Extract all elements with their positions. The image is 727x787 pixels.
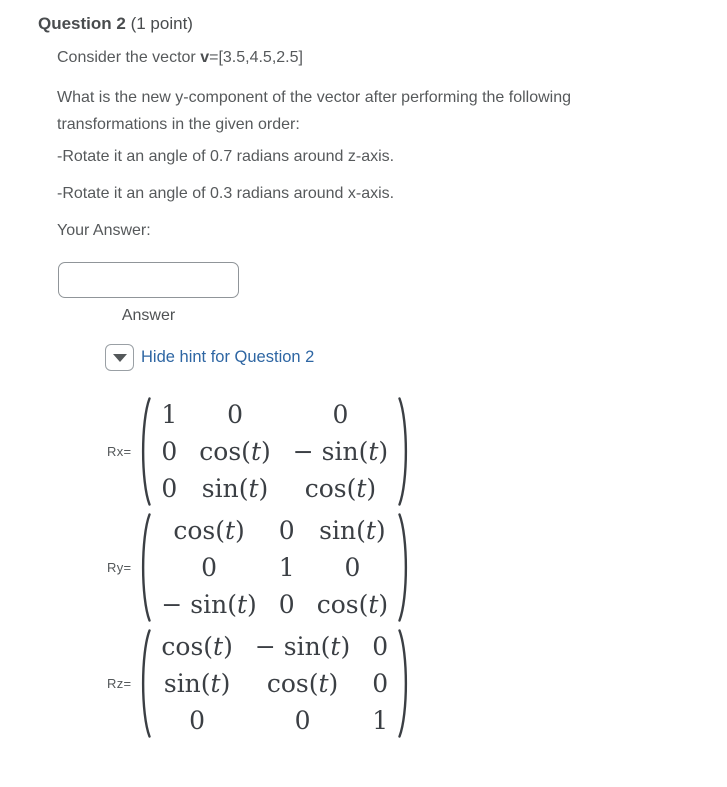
matrix-label-rx: Rx= [107, 444, 132, 459]
matrix-cell: 0 [201, 553, 218, 582]
matrix-cell: 1 [372, 706, 389, 735]
answer-area [57, 262, 727, 325]
matrix-cell: cos(t) [316, 590, 389, 619]
question-prompt: What is the new y-component of the vector after performing the following transformations in the given order: [57, 89, 572, 133]
matrix-grid [152, 396, 397, 507]
matrix-cell: 0 [189, 706, 206, 735]
matrix-cell: sin(t) [163, 669, 231, 698]
matrix-cell: 0 [372, 669, 389, 698]
matrix-cell: cos(t) [173, 516, 245, 545]
rotation-matrix-rz [107, 627, 727, 740]
matrix-cell: sin(t) [201, 474, 269, 503]
matrix-cell: cos(t) [199, 437, 271, 466]
transform-step-2: -Rotate it an angle of 0.3 radians around x-axis. [57, 185, 395, 202]
matrix-left-paren [137, 627, 152, 740]
matrix-left-paren [137, 395, 152, 508]
matrix-right-paren [397, 627, 412, 740]
answer-input[interactable] [58, 262, 239, 298]
matrix-cell: − sin(t) [161, 590, 257, 619]
transform-step-1: -Rotate it an angle of 0.7 radians around z-axis. [57, 148, 395, 165]
matrix-cell: cos(t) [161, 632, 233, 661]
matrix-section [57, 395, 727, 740]
matrix-cell: 0 [372, 632, 389, 661]
matrix-left-paren [137, 511, 152, 624]
matrix-cell: 0 [344, 553, 361, 582]
vector-statement-prefix: Consider the vector [57, 49, 201, 66]
matrix-grid [152, 628, 397, 739]
matrix-cell: 0 [161, 474, 178, 503]
answer-input-caption: Answer [121, 307, 176, 324]
matrix-cell: 0 [278, 590, 295, 619]
matrix-right-paren [397, 511, 412, 624]
matrix-cell: − sin(t) [254, 632, 351, 661]
matrix-cell: 0 [294, 706, 311, 735]
question-points: (1 point) [130, 14, 193, 33]
matrix-cell: 1 [161, 400, 178, 429]
hint-toggle-button[interactable] [105, 344, 134, 371]
question-title: Question 2 [38, 14, 126, 33]
matrix-rz [137, 627, 412, 740]
vector-statement [57, 48, 727, 68]
question-header [38, 14, 727, 34]
matrix-cell: 0 [278, 516, 295, 545]
matrix-cell: 0 [161, 437, 178, 466]
matrix-cell: 1 [278, 553, 295, 582]
matrix-cell: cos(t) [266, 669, 339, 698]
triangle-down-icon [113, 354, 127, 362]
matrix-ry [137, 511, 412, 624]
vector-symbol: v [200, 49, 210, 66]
matrix-grid [152, 512, 397, 623]
matrix-cell: − sin(t) [292, 437, 389, 466]
rotation-matrix-rx [107, 395, 727, 508]
vector-value: =[3.5,4.5,2.5] [209, 49, 303, 66]
matrix-cell: 0 [227, 400, 243, 429]
question-body [57, 48, 727, 740]
rotation-matrix-ry [107, 511, 727, 624]
matrix-label-rz: Rz= [107, 676, 132, 691]
hint-link[interactable]: Hide hint for Question 2 [141, 347, 315, 366]
matrix-cell: sin(t) [319, 516, 386, 545]
matrix-label-ry: Ry= [107, 560, 132, 575]
matrix-cell: 0 [332, 400, 349, 429]
matrix-cell: cos(t) [304, 474, 377, 503]
hint-row [105, 343, 727, 371]
matrix-rx [137, 395, 412, 508]
matrix-right-paren [397, 395, 412, 508]
your-answer-label: Your Answer: [57, 222, 151, 239]
